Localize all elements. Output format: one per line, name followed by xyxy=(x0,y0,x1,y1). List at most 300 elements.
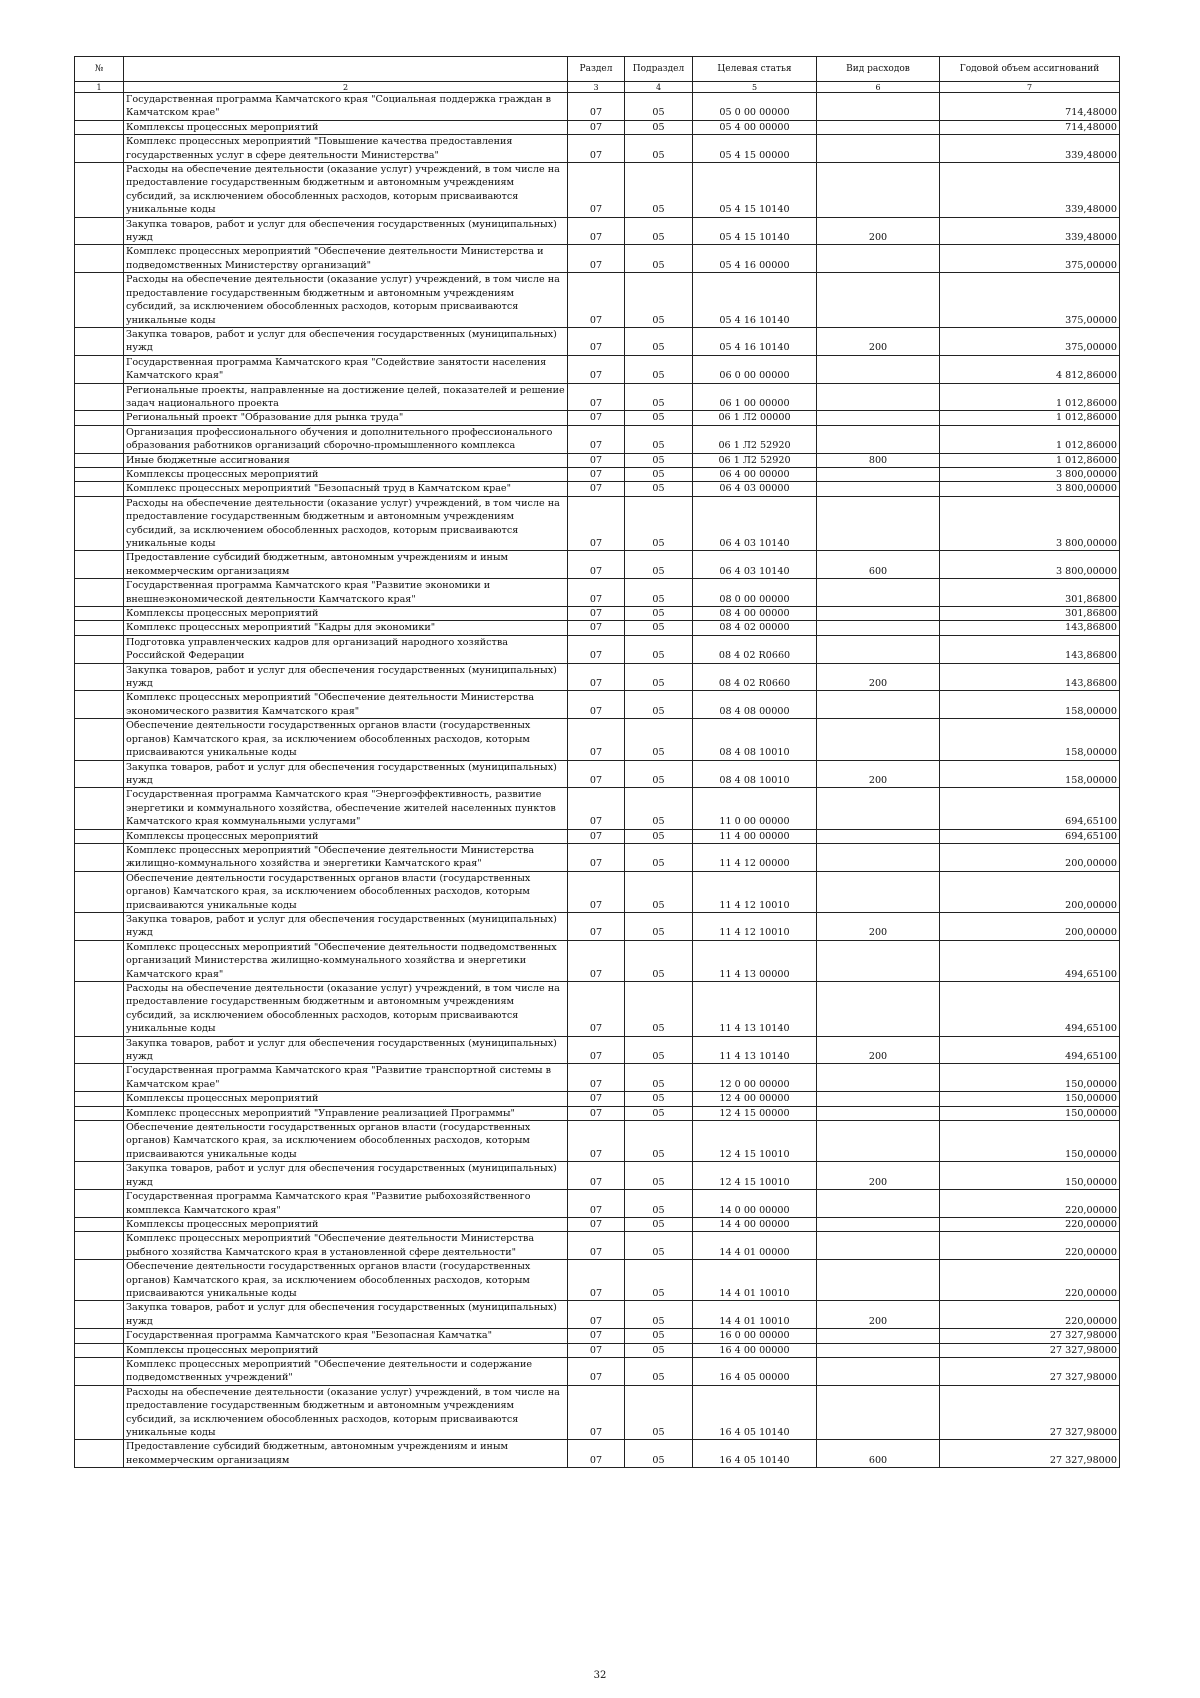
cell-expense-type xyxy=(817,871,940,912)
cell-podrazdel: 05 xyxy=(625,1385,693,1440)
table-row xyxy=(75,1232,1120,1260)
table-header xyxy=(75,57,1120,93)
cell-num xyxy=(75,829,124,843)
cell-target-article: 11 4 13 10140 xyxy=(693,1036,817,1064)
cell-expense-type xyxy=(817,788,940,829)
table-row xyxy=(75,1036,1120,1064)
cell-expense-type xyxy=(817,1217,940,1231)
cell-num xyxy=(75,871,124,912)
table-row xyxy=(75,1217,1120,1231)
table-row xyxy=(75,1190,1120,1218)
table-row xyxy=(75,940,1120,981)
cell-podrazdel: 05 xyxy=(625,719,693,760)
cell-name: Обеспечение деятельности государственных органов власти (государственных органов) Камчатского края, за исключением обособленных расходов, которым присваиваются уникальные коды xyxy=(124,1260,568,1301)
table-row xyxy=(75,912,1120,940)
cell-target-article: 16 4 05 10140 xyxy=(693,1385,817,1440)
cell-name: Комплексы процессных мероприятий xyxy=(124,1343,568,1357)
header-colnum-6: 6 xyxy=(817,82,940,93)
cell-annual-volume: 220,00000 xyxy=(940,1260,1120,1301)
cell-podrazdel: 05 xyxy=(625,496,693,551)
header-razdel: Раздел xyxy=(568,57,625,82)
cell-target-article: 06 1 Л2 00000 xyxy=(693,411,817,425)
table-body xyxy=(75,93,1120,1468)
cell-name: Комплекс процессных мероприятий "Обеспечение деятельности и содержание подведомственных учреждений" xyxy=(124,1357,568,1385)
cell-razdel: 07 xyxy=(568,245,625,273)
cell-target-article: 11 4 00 00000 xyxy=(693,829,817,843)
cell-razdel: 07 xyxy=(568,425,625,453)
cell-razdel: 07 xyxy=(568,327,625,355)
cell-name: Комплексы процессных мероприятий xyxy=(124,607,568,621)
cell-annual-volume: 694,65100 xyxy=(940,788,1120,829)
cell-razdel: 07 xyxy=(568,760,625,788)
cell-target-article: 05 4 16 00000 xyxy=(693,245,817,273)
cell-razdel: 07 xyxy=(568,1232,625,1260)
cell-podrazdel: 05 xyxy=(625,635,693,663)
header-expense-type: Вид расходов xyxy=(817,57,940,82)
cell-target-article: 06 4 00 00000 xyxy=(693,467,817,481)
cell-name: Расходы на обеспечение деятельности (оказание услуг) учреждений, в том числе на предоставление государственным бюджетным и автономным учреждениям субсидий, за исключением обособленных расходов, которым присваиваются уникальные коды xyxy=(124,1385,568,1440)
cell-expense-type xyxy=(817,1385,940,1440)
cell-name: Региональные проекты, направленные на достижение целей, показателей и решение задач национального проекта xyxy=(124,383,568,411)
table-row xyxy=(75,621,1120,635)
cell-expense-type xyxy=(817,940,940,981)
cell-annual-volume: 301,86800 xyxy=(940,607,1120,621)
cell-razdel: 07 xyxy=(568,607,625,621)
cell-target-article: 16 4 05 10140 xyxy=(693,1440,817,1468)
cell-razdel: 07 xyxy=(568,1036,625,1064)
cell-target-article: 06 0 00 00000 xyxy=(693,355,817,383)
cell-podrazdel: 05 xyxy=(625,551,693,579)
table-row xyxy=(75,1106,1120,1120)
cell-target-article: 14 4 01 10010 xyxy=(693,1260,817,1301)
cell-num xyxy=(75,912,124,940)
cell-annual-volume: 150,00000 xyxy=(940,1106,1120,1120)
cell-expense-type xyxy=(817,1343,940,1357)
cell-name: Комплекс процессных мероприятий "Кадры для экономики" xyxy=(124,621,568,635)
cell-num xyxy=(75,1190,124,1218)
cell-podrazdel: 05 xyxy=(625,912,693,940)
cell-expense-type xyxy=(817,1121,940,1162)
cell-razdel: 07 xyxy=(568,411,625,425)
cell-razdel: 07 xyxy=(568,1357,625,1385)
cell-podrazdel: 05 xyxy=(625,217,693,245)
cell-razdel: 07 xyxy=(568,912,625,940)
cell-num xyxy=(75,788,124,829)
cell-expense-type xyxy=(817,355,940,383)
cell-target-article: 12 4 00 00000 xyxy=(693,1092,817,1106)
cell-razdel: 07 xyxy=(568,551,625,579)
cell-num xyxy=(75,120,124,134)
cell-target-article: 08 4 02 R0660 xyxy=(693,663,817,691)
cell-podrazdel: 05 xyxy=(625,829,693,843)
cell-podrazdel: 05 xyxy=(625,482,693,496)
cell-razdel: 07 xyxy=(568,1217,625,1231)
cell-podrazdel: 05 xyxy=(625,760,693,788)
cell-target-article: 06 1 Л2 52920 xyxy=(693,425,817,453)
header-colnum-3: 3 xyxy=(568,82,625,93)
cell-target-article: 06 1 00 00000 xyxy=(693,383,817,411)
cell-num xyxy=(75,621,124,635)
header-num: № xyxy=(75,57,124,82)
cell-num xyxy=(75,982,124,1037)
cell-razdel: 07 xyxy=(568,1343,625,1357)
cell-num xyxy=(75,496,124,551)
cell-podrazdel: 05 xyxy=(625,1121,693,1162)
cell-target-article: 08 0 00 00000 xyxy=(693,579,817,607)
cell-razdel: 07 xyxy=(568,579,625,607)
cell-num xyxy=(75,579,124,607)
cell-annual-volume: 339,48000 xyxy=(940,163,1120,218)
cell-podrazdel: 05 xyxy=(625,1036,693,1064)
cell-podrazdel: 05 xyxy=(625,579,693,607)
cell-target-article: 05 4 15 10140 xyxy=(693,217,817,245)
cell-annual-volume: 3 800,00000 xyxy=(940,482,1120,496)
cell-num xyxy=(75,1357,124,1385)
cell-name: Государственная программа Камчатского края "Развитие рыбохозяйственного комплекса Камчатского края" xyxy=(124,1190,568,1218)
cell-annual-volume: 339,48000 xyxy=(940,135,1120,163)
cell-razdel: 07 xyxy=(568,453,625,467)
cell-podrazdel: 05 xyxy=(625,788,693,829)
cell-expense-type: 200 xyxy=(817,912,940,940)
table-row xyxy=(75,411,1120,425)
cell-podrazdel: 05 xyxy=(625,425,693,453)
cell-annual-volume: 220,00000 xyxy=(940,1232,1120,1260)
cell-razdel: 07 xyxy=(568,1190,625,1218)
cell-podrazdel: 05 xyxy=(625,1343,693,1357)
cell-target-article: 08 4 08 10010 xyxy=(693,719,817,760)
cell-expense-type: 200 xyxy=(817,1162,940,1190)
cell-target-article: 05 4 00 00000 xyxy=(693,120,817,134)
cell-razdel: 07 xyxy=(568,621,625,635)
cell-annual-volume: 27 327,98000 xyxy=(940,1357,1120,1385)
table-row xyxy=(75,467,1120,481)
cell-razdel: 07 xyxy=(568,163,625,218)
cell-annual-volume: 200,00000 xyxy=(940,912,1120,940)
table-row xyxy=(75,719,1120,760)
cell-num xyxy=(75,1036,124,1064)
cell-razdel: 07 xyxy=(568,829,625,843)
cell-name: Комплекс процессных мероприятий "Обеспечение деятельности подведомственных организаций Министерства жилищно-коммунального хозяйства и энергетики Камчатского края" xyxy=(124,940,568,981)
cell-podrazdel: 05 xyxy=(625,1301,693,1329)
cell-num xyxy=(75,760,124,788)
cell-annual-volume: 150,00000 xyxy=(940,1092,1120,1106)
cell-podrazdel: 05 xyxy=(625,1217,693,1231)
cell-annual-volume: 150,00000 xyxy=(940,1064,1120,1092)
cell-annual-volume: 3 800,00000 xyxy=(940,496,1120,551)
cell-name: Закупка товаров, работ и услуг для обеспечения государственных (муниципальных) нужд xyxy=(124,663,568,691)
cell-annual-volume: 301,86800 xyxy=(940,579,1120,607)
cell-num xyxy=(75,93,124,121)
cell-name: Комплексы процессных мероприятий xyxy=(124,467,568,481)
cell-num xyxy=(75,482,124,496)
header-annual-volume: Годовой объем ассигнований xyxy=(940,57,1120,82)
cell-num xyxy=(75,1260,124,1301)
cell-target-article: 12 0 00 00000 xyxy=(693,1064,817,1092)
table-row xyxy=(75,120,1120,134)
cell-podrazdel: 05 xyxy=(625,1092,693,1106)
cell-name: Комплекс процессных мероприятий "Безопасный труд в Камчатском крае" xyxy=(124,482,568,496)
header-colnum-5: 5 xyxy=(693,82,817,93)
cell-annual-volume: 150,00000 xyxy=(940,1162,1120,1190)
cell-razdel: 07 xyxy=(568,1301,625,1329)
cell-expense-type xyxy=(817,425,940,453)
cell-razdel: 07 xyxy=(568,383,625,411)
cell-target-article: 05 4 15 10140 xyxy=(693,163,817,218)
cell-num xyxy=(75,843,124,871)
table-row xyxy=(75,1357,1120,1385)
cell-target-article: 11 4 12 00000 xyxy=(693,843,817,871)
cell-target-article: 12 4 15 00000 xyxy=(693,1106,817,1120)
cell-num xyxy=(75,1064,124,1092)
cell-expense-type xyxy=(817,93,940,121)
cell-podrazdel: 05 xyxy=(625,1329,693,1343)
cell-target-article: 14 4 00 00000 xyxy=(693,1217,817,1231)
cell-name: Государственная программа Камчатского края "Развитие экономики и внешнеэкономической деятельности Камчатского края" xyxy=(124,579,568,607)
cell-razdel: 07 xyxy=(568,982,625,1037)
cell-annual-volume: 220,00000 xyxy=(940,1217,1120,1231)
table-row xyxy=(75,482,1120,496)
cell-expense-type xyxy=(817,1357,940,1385)
cell-podrazdel: 05 xyxy=(625,843,693,871)
cell-target-article: 12 4 15 10010 xyxy=(693,1121,817,1162)
cell-target-article: 14 4 01 10010 xyxy=(693,1301,817,1329)
cell-razdel: 07 xyxy=(568,93,625,121)
cell-podrazdel: 05 xyxy=(625,871,693,912)
cell-target-article: 06 4 03 10140 xyxy=(693,551,817,579)
cell-razdel: 07 xyxy=(568,467,625,481)
cell-annual-volume: 375,00000 xyxy=(940,327,1120,355)
cell-podrazdel: 05 xyxy=(625,1190,693,1218)
header-colnum-4: 4 xyxy=(625,82,693,93)
table-row xyxy=(75,1092,1120,1106)
cell-razdel: 07 xyxy=(568,940,625,981)
cell-razdel: 07 xyxy=(568,871,625,912)
header-podrazdel: Подраздел xyxy=(625,57,693,82)
cell-razdel: 07 xyxy=(568,135,625,163)
cell-annual-volume: 1 012,86000 xyxy=(940,411,1120,425)
cell-num xyxy=(75,135,124,163)
cell-annual-volume: 1 012,86000 xyxy=(940,383,1120,411)
cell-podrazdel: 05 xyxy=(625,621,693,635)
cell-razdel: 07 xyxy=(568,120,625,134)
cell-name: Комплексы процессных мероприятий xyxy=(124,120,568,134)
cell-num xyxy=(75,245,124,273)
cell-name: Обеспечение деятельности государственных органов власти (государственных органов) Камчатского края, за исключением обособленных расходов, которым присваиваются уникальные коды xyxy=(124,871,568,912)
cell-annual-volume: 220,00000 xyxy=(940,1190,1120,1218)
table-row xyxy=(75,663,1120,691)
table-row xyxy=(75,453,1120,467)
cell-name: Закупка товаров, работ и услуг для обеспечения государственных (муниципальных) нужд xyxy=(124,327,568,355)
cell-podrazdel: 05 xyxy=(625,1440,693,1468)
cell-target-article: 06 4 03 00000 xyxy=(693,482,817,496)
cell-annual-volume: 27 327,98000 xyxy=(940,1343,1120,1357)
cell-name: Государственная программа Камчатского края "Энергоэффективность, развитие энергетики и коммунального хозяйства, обеспечение жителей населенных пунктов Камчатского края коммунальными услугами" xyxy=(124,788,568,829)
table-row xyxy=(75,871,1120,912)
table-row xyxy=(75,163,1120,218)
cell-razdel: 07 xyxy=(568,1162,625,1190)
cell-expense-type xyxy=(817,482,940,496)
table-row xyxy=(75,607,1120,621)
cell-podrazdel: 05 xyxy=(625,135,693,163)
cell-razdel: 07 xyxy=(568,788,625,829)
cell-name: Расходы на обеспечение деятельности (оказание услуг) учреждений, в том числе на предоставление государственным бюджетным и автономным учреждениям субсидий, за исключением обособленных расходов, которым присваиваются уникальные коды xyxy=(124,273,568,328)
cell-podrazdel: 05 xyxy=(625,1357,693,1385)
cell-expense-type xyxy=(817,1260,940,1301)
table-row xyxy=(75,217,1120,245)
table-row xyxy=(75,579,1120,607)
cell-annual-volume: 494,65100 xyxy=(940,1036,1120,1064)
cell-target-article: 06 4 03 10140 xyxy=(693,496,817,551)
cell-target-article: 08 4 08 10010 xyxy=(693,760,817,788)
header-name xyxy=(124,57,568,82)
cell-expense-type: 200 xyxy=(817,217,940,245)
cell-annual-volume: 143,86800 xyxy=(940,621,1120,635)
cell-target-article: 16 4 00 00000 xyxy=(693,1343,817,1357)
cell-name: Подготовка управленческих кадров для организаций народного хозяйства Российской Федерации xyxy=(124,635,568,663)
cell-name: Расходы на обеспечение деятельности (оказание услуг) учреждений, в том числе на предоставление государственным бюджетным и автономным учреждениям субсидий, за исключением обособленных расходов, которым присваиваются уникальные коды xyxy=(124,982,568,1037)
cell-annual-volume: 3 800,00000 xyxy=(940,551,1120,579)
cell-name: Государственная программа Камчатского края "Развитие транспортной системы в Камчатском крае" xyxy=(124,1064,568,1092)
cell-target-article: 05 4 16 10140 xyxy=(693,327,817,355)
cell-num xyxy=(75,1301,124,1329)
cell-expense-type xyxy=(817,843,940,871)
cell-expense-type xyxy=(817,1329,940,1343)
cell-razdel: 07 xyxy=(568,1385,625,1440)
cell-target-article: 11 4 13 10140 xyxy=(693,982,817,1037)
table-row xyxy=(75,829,1120,843)
cell-num xyxy=(75,273,124,328)
cell-name: Комплекс процессных мероприятий "Повышение качества предоставления государственных услуг в сфере деятельности Министерства" xyxy=(124,135,568,163)
table-row xyxy=(75,245,1120,273)
cell-num xyxy=(75,1440,124,1468)
cell-podrazdel: 05 xyxy=(625,607,693,621)
cell-expense-type xyxy=(817,1064,940,1092)
table-row xyxy=(75,1260,1120,1301)
cell-annual-volume: 143,86800 xyxy=(940,663,1120,691)
cell-podrazdel: 05 xyxy=(625,411,693,425)
cell-num xyxy=(75,1106,124,1120)
cell-razdel: 07 xyxy=(568,273,625,328)
cell-target-article: 11 4 12 10010 xyxy=(693,871,817,912)
cell-name: Государственная программа Камчатского края "Социальная поддержка граждан в Камчатском крае" xyxy=(124,93,568,121)
table-row xyxy=(75,425,1120,453)
cell-expense-type xyxy=(817,163,940,218)
cell-name: Государственная программа Камчатского края "Безопасная Камчатка" xyxy=(124,1329,568,1343)
cell-name: Закупка товаров, работ и услуг для обеспечения государственных (муниципальных) нужд xyxy=(124,912,568,940)
cell-num xyxy=(75,1092,124,1106)
cell-target-article: 05 0 00 00000 xyxy=(693,93,817,121)
cell-podrazdel: 05 xyxy=(625,327,693,355)
cell-annual-volume: 375,00000 xyxy=(940,245,1120,273)
cell-expense-type xyxy=(817,982,940,1037)
cell-expense-type xyxy=(817,273,940,328)
cell-podrazdel: 05 xyxy=(625,1260,693,1301)
cell-name: Обеспечение деятельности государственных органов власти (государственных органов) Камчатского края, за исключением обособленных расходов, которым присваиваются уникальные коды xyxy=(124,1121,568,1162)
table-row xyxy=(75,551,1120,579)
cell-razdel: 07 xyxy=(568,1106,625,1120)
cell-expense-type: 200 xyxy=(817,327,940,355)
budget-table xyxy=(74,56,1120,1468)
cell-num xyxy=(75,355,124,383)
cell-expense-type xyxy=(817,1092,940,1106)
cell-num xyxy=(75,411,124,425)
cell-name: Комплексы процессных мероприятий xyxy=(124,1092,568,1106)
cell-num xyxy=(75,1232,124,1260)
cell-razdel: 07 xyxy=(568,843,625,871)
cell-num xyxy=(75,1162,124,1190)
cell-expense-type xyxy=(817,411,940,425)
table-row xyxy=(75,982,1120,1037)
cell-num xyxy=(75,383,124,411)
cell-num xyxy=(75,1343,124,1357)
cell-podrazdel: 05 xyxy=(625,163,693,218)
cell-name: Обеспечение деятельности государственных органов власти (государственных органов) Камчатского края, за исключением обособленных расходов, которым присваиваются уникальные коды xyxy=(124,719,568,760)
cell-expense-type xyxy=(817,621,940,635)
cell-expense-type: 200 xyxy=(817,663,940,691)
cell-annual-volume: 714,48000 xyxy=(940,93,1120,121)
cell-podrazdel: 05 xyxy=(625,383,693,411)
cell-razdel: 07 xyxy=(568,635,625,663)
cell-podrazdel: 05 xyxy=(625,120,693,134)
table-row xyxy=(75,496,1120,551)
cell-target-article: 11 0 00 00000 xyxy=(693,788,817,829)
cell-expense-type xyxy=(817,607,940,621)
cell-expense-type xyxy=(817,120,940,134)
cell-name: Комплекс процессных мероприятий "Управление реализацией Программы" xyxy=(124,1106,568,1120)
cell-expense-type xyxy=(817,1106,940,1120)
table-row xyxy=(75,355,1120,383)
cell-target-article: 08 4 08 00000 xyxy=(693,691,817,719)
cell-razdel: 07 xyxy=(568,1092,625,1106)
cell-expense-type: 200 xyxy=(817,1301,940,1329)
cell-annual-volume: 220,00000 xyxy=(940,1301,1120,1329)
cell-name: Организация профессионального обучения и дополнительного профессионального образования работников организаций сборочно-промышленного комплекса xyxy=(124,425,568,453)
cell-num xyxy=(75,1217,124,1231)
cell-expense-type xyxy=(817,1190,940,1218)
cell-razdel: 07 xyxy=(568,1329,625,1343)
cell-target-article: 16 4 05 00000 xyxy=(693,1357,817,1385)
cell-expense-type xyxy=(817,829,940,843)
document-page xyxy=(74,56,1119,1468)
cell-razdel: 07 xyxy=(568,1440,625,1468)
table-row xyxy=(75,1343,1120,1357)
cell-expense-type xyxy=(817,135,940,163)
cell-num xyxy=(75,635,124,663)
cell-razdel: 07 xyxy=(568,719,625,760)
cell-name: Закупка товаров, работ и услуг для обеспечения государственных (муниципальных) нужд xyxy=(124,1162,568,1190)
header-target-article: Целевая статья xyxy=(693,57,817,82)
table-row xyxy=(75,383,1120,411)
cell-name: Комплекс процессных мероприятий "Обеспечение деятельности Министерства жилищно-коммунального хозяйства и энергетики Камчатского края" xyxy=(124,843,568,871)
cell-name: Региональный проект "Образование для рынка труда" xyxy=(124,411,568,425)
table-row xyxy=(75,1385,1120,1440)
cell-podrazdel: 05 xyxy=(625,1232,693,1260)
cell-name: Закупка товаров, работ и услуг для обеспечения государственных (муниципальных) нужд xyxy=(124,217,568,245)
cell-target-article: 05 4 15 00000 xyxy=(693,135,817,163)
cell-num xyxy=(75,663,124,691)
cell-annual-volume: 3 800,00000 xyxy=(940,467,1120,481)
cell-expense-type: 600 xyxy=(817,551,940,579)
cell-annual-volume: 375,00000 xyxy=(940,273,1120,328)
cell-podrazdel: 05 xyxy=(625,273,693,328)
cell-target-article: 08 4 02 R0660 xyxy=(693,635,817,663)
cell-annual-volume: 143,86800 xyxy=(940,635,1120,663)
cell-annual-volume: 694,65100 xyxy=(940,829,1120,843)
cell-name: Комплекс процессных мероприятий "Обеспечение деятельности Министерства и подведомственных Министерству организаций" xyxy=(124,245,568,273)
cell-annual-volume: 200,00000 xyxy=(940,871,1120,912)
cell-podrazdel: 05 xyxy=(625,93,693,121)
cell-annual-volume: 158,00000 xyxy=(940,691,1120,719)
